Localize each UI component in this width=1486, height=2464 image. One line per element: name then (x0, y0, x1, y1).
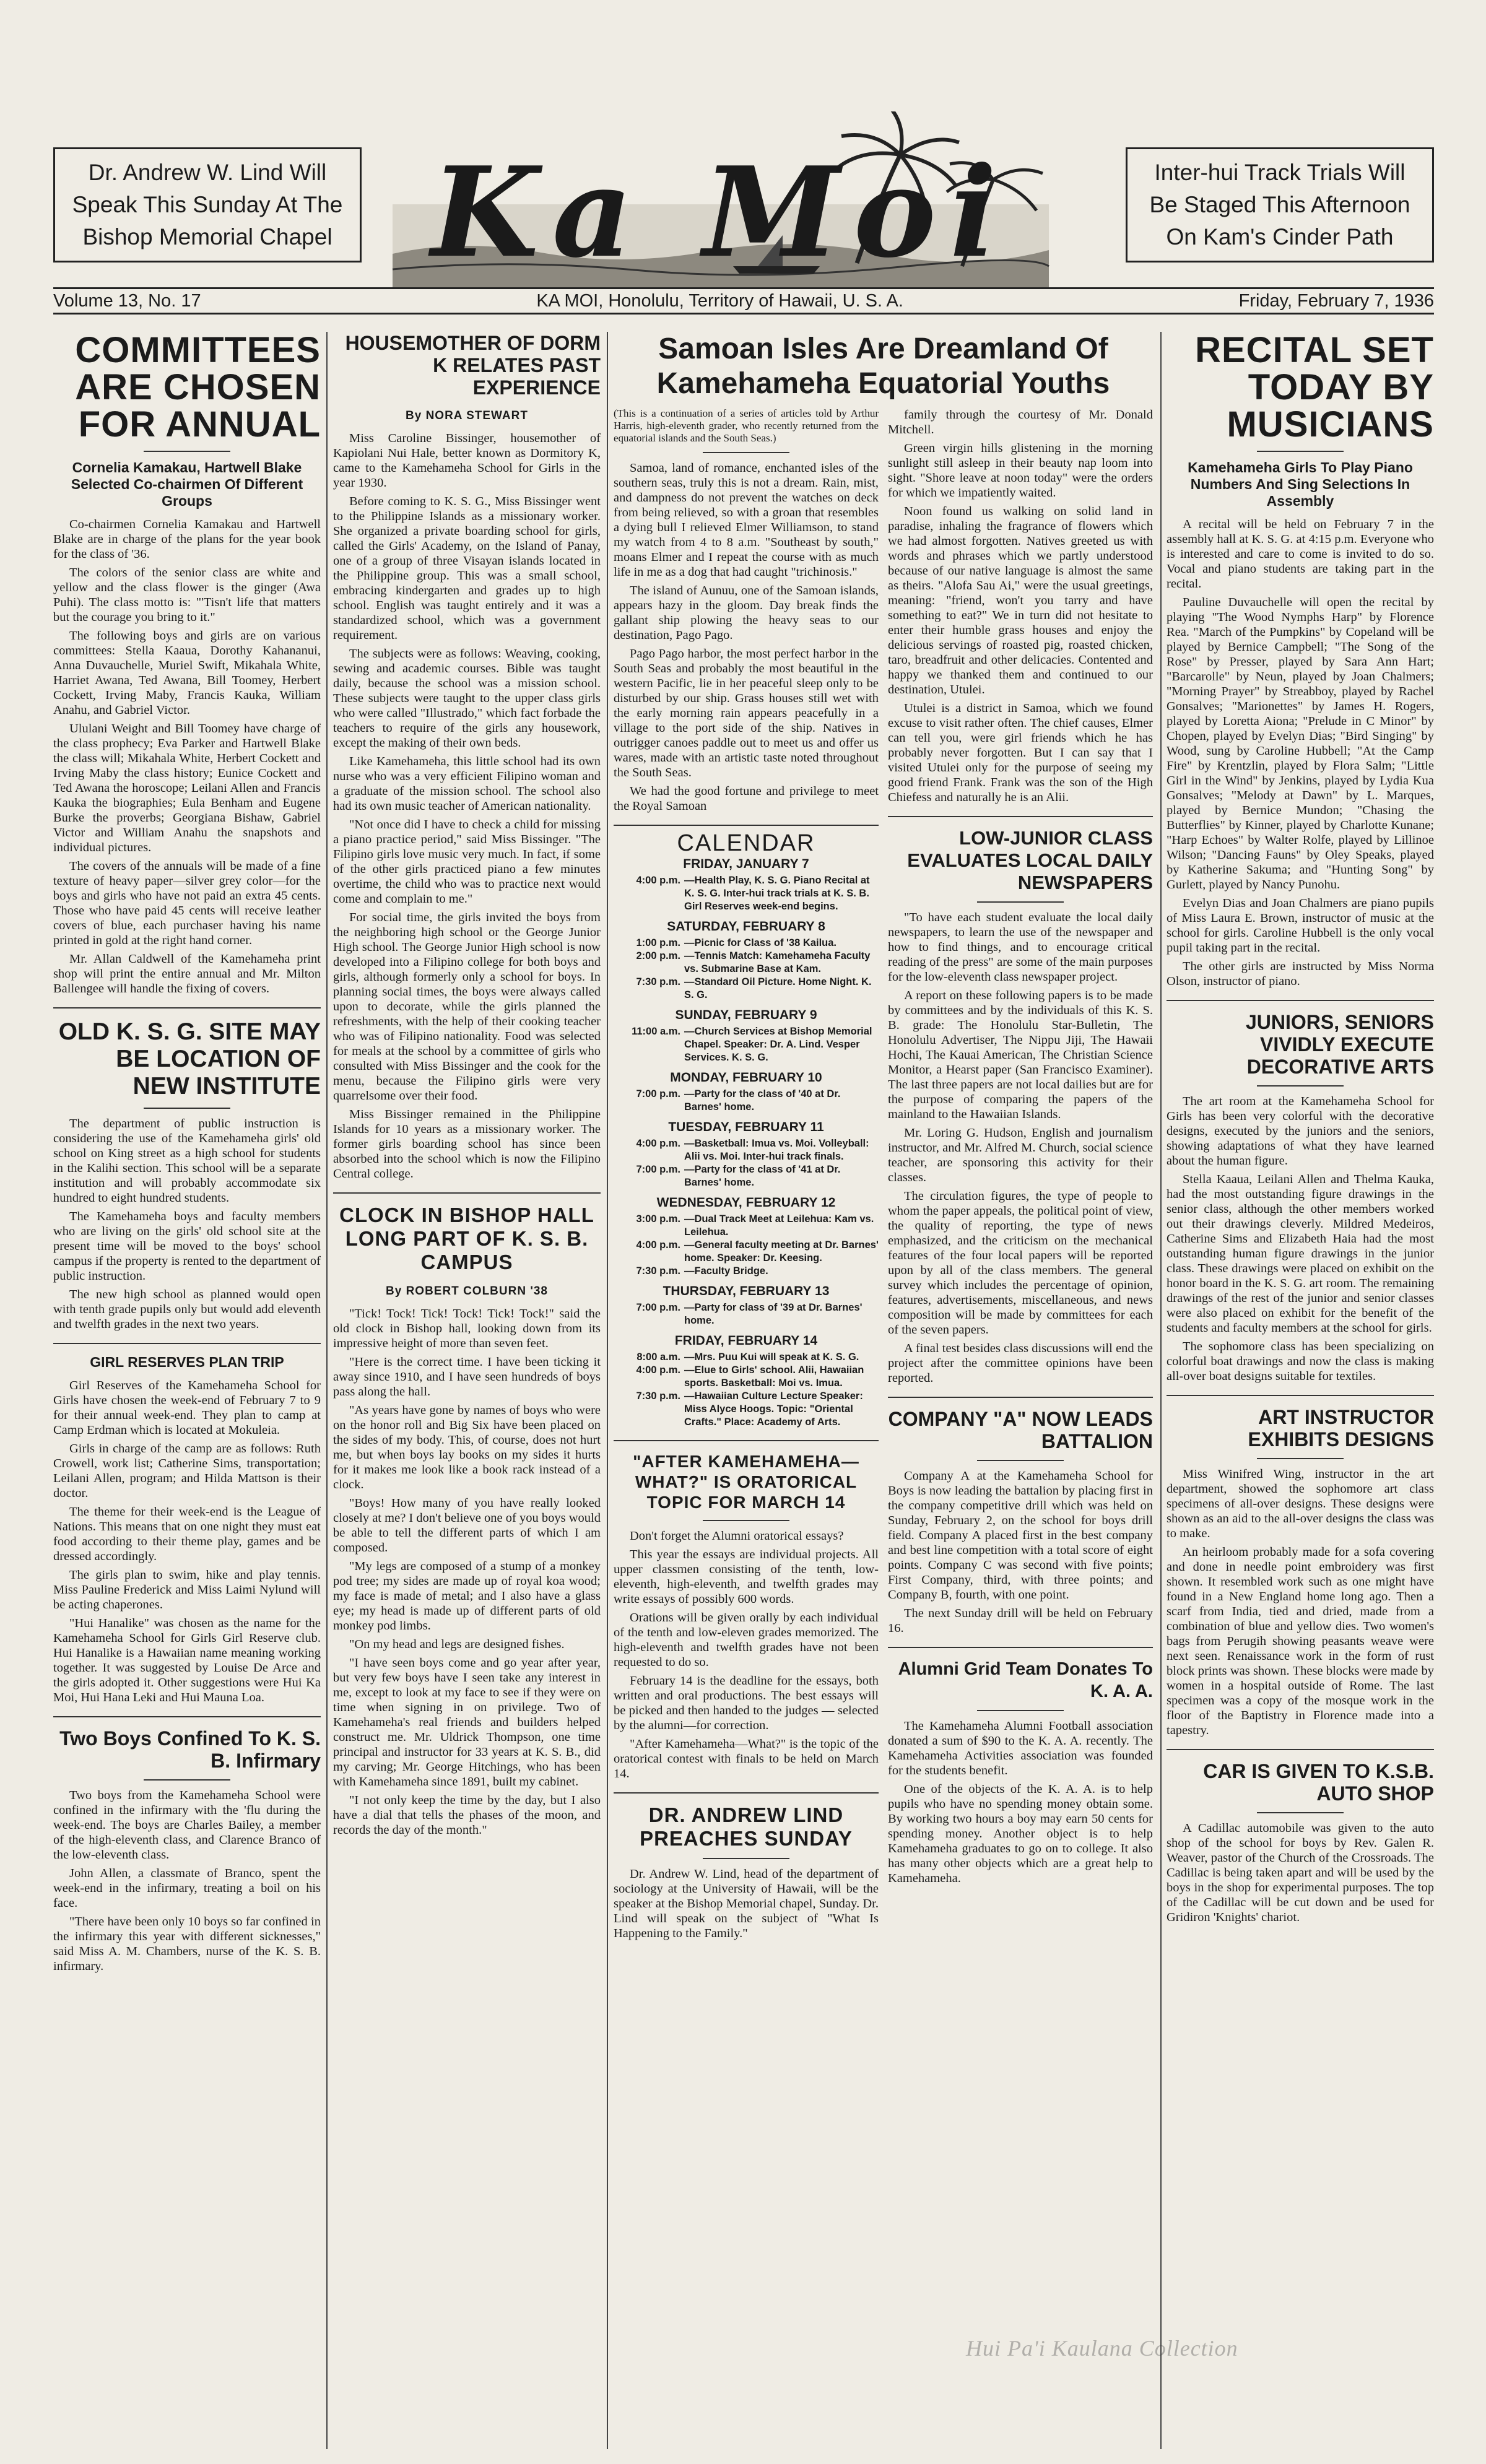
editor-note: (This is a continuation of a series of articles told by Arthur Harris, high-eleventh grader, who recently returned from the equatorial islands and the South Seas.) (614, 407, 879, 444)
byline: By ROBERT COLBURN '38 (386, 1285, 548, 1298)
paragraph: The Kamehameha Alumni Football association donated a sum of $90 to the K. A. A. recently. The Kamehameha Activities association was founded for the students benefit. (888, 1719, 1153, 1777)
article-body (888, 1468, 1153, 1636)
left-ear-box: Dr. Andrew W. Lind Will Speak This Sunday At The Bishop Memorial Chapel (53, 147, 362, 262)
paragraph: Don't forget the Alumni oratorical essays? (630, 1529, 844, 1543)
paragraph: The new high school as planned would open with tenth grade pupils only but would add eleventh and twelfth grades in the next two years. (53, 1288, 321, 1331)
divider (53, 1716, 321, 1717)
divider (703, 1520, 789, 1521)
paragraph: family through the courtesy of Mr. Donald Mitchell. (888, 408, 1153, 436)
event-time: 8:00 a.m. (637, 1351, 680, 1363)
paragraph: Mr. Allan Caldwell of the Kamehameha print shop will print the entire annual and Mr. Milton Ballengee will handle the fixing of covers. (53, 952, 321, 996)
paragraph: "Here is the correct time. I have been ticking it away since 1910, and I have seen hundreds of boys pass along the hall. (333, 1355, 601, 1399)
event-description: —Faculty Bridge. (684, 1265, 768, 1277)
article-headline: COMMITTEES ARE CHOSEN FOR ANNUAL (75, 330, 321, 445)
divider (1167, 1000, 1434, 1001)
divider (703, 452, 789, 453)
dateline (53, 287, 1434, 315)
calendar-event (614, 1137, 879, 1163)
calendar-day: TUESDAY, FEBRUARY 11 (668, 1120, 824, 1134)
article-headline: RECITAL SET TODAY BY MUSICIANS (1195, 330, 1434, 445)
divider (977, 1460, 1064, 1461)
article-headline: CAR IS GIVEN TO K.S.B. AUTO SHOP (1203, 1760, 1434, 1805)
event-time: 4:00 p.m. (636, 1138, 680, 1149)
paragraph: Noon found us walking on solid land in paradise, inhaling the fragrance of flowers which we had almost forgotten. Natives greeted us with words and phrases which we partly understood because of our native language is almost the same as theirs. "Alofa Sau Ai," were the usual greetings, meaning: "friend, won't you tarry and have something to eat?" We in turn did not hesitate to enter their humble grass houses and enjoy the delicious servings of roasted pig, roasted chicken, taro, breadfruit and other delicacies. Contented and happy we thanked them and continued to our destination, Utulei. (888, 505, 1153, 696)
event-time: 11:00 a.m. (632, 1026, 680, 1037)
article-headline: Alumni Grid Team Donates To K. A. A. (898, 1659, 1153, 1701)
paragraph: Dr. Andrew W. Lind, head of the department of sociology at the University of Hawaii, will be the speaker at the Bishop Memorial chapel, Sunday. Dr. Lind will speak on the subject of "What Is Happening to the Family." (614, 1867, 879, 1940)
event-time: 7:00 p.m. (636, 1302, 680, 1313)
paragraph: The colors of the senior class are white and yellow and the class flower is the ginger (Awa Puhi). The class motto is: "'Tisn't life that matters but the courage you bring to it." (53, 566, 321, 624)
event-time: 4:00 p.m. (636, 1364, 680, 1376)
event-description: —Hawaiian Culture Lecture Speaker: Miss Alyce Hoogs. Topic: "Oriental Crafts." Place: Academy of Arts. (684, 1390, 863, 1428)
divider (1257, 451, 1344, 452)
event-time: 7:00 p.m. (636, 1088, 680, 1100)
article-subhead: Kamehameha Girls To Play Piano Numbers And Sing Selections In Assembly (1188, 459, 1413, 509)
calendar-title: CALENDAR (677, 830, 815, 856)
calendar-list (614, 857, 879, 1429)
calendar-event (614, 1025, 879, 1064)
column-5 (1167, 332, 1434, 1928)
paragraph: Stella Kaaua, Leilani Allen and Thelma Kauka, had the most outstanding figure drawings in the senior class, although the other members worked out their drawings cleverly. Mildred Medeiros, Catherine Sims and Elizabeth Haia had the most outstanding human figure drawings in the junior class. These drawings were placed on exhibit on the honor board in the K. S. G. art room. The remaining drawings of the rest of the junior and senior classes were also placed on exhibit for the benefit of the students and faculty members at the school for girls. (1167, 1173, 1434, 1335)
calendar-event (614, 1213, 879, 1239)
paragraph: "As years have gone by names of boys who were on the honor roll and Big Six have been placed on the sides of my body. This, of course, does not hurt me, but when boys lay books on my sides it hurts for it makes me look like a book rack instead of a clock. (333, 1403, 601, 1491)
collection-watermark: Hui Pa'i Kaulana Collection (966, 2336, 1238, 2361)
event-time: 4:00 p.m. (636, 875, 680, 886)
paragraph: Before coming to K. S. G., Miss Bissinger went to the Philippine Islands as a missionary worker. She organized a private boarding school for girls, called the Girls' Academy, on the Island of Panay, one of a group of three Visayan islands located in the Philippine group. This was a small school, embracing kindergarten and grades up to high school. English was taught entirely and it was a standardized school, which was a government requirement. (333, 495, 601, 642)
column-2 (333, 332, 601, 1841)
paragraph: "Boys! How many of you have really looked closely at me? I don't believe one of you boys would be able to tell the different parts of which I am composed. (333, 1496, 601, 1555)
article-body (333, 431, 601, 1181)
paragraph: A report on these following papers is to be made by committees and by the individuals of this K. S. B. grade: The Honolulu Star-Bulletin, The Honolulu Advertiser, The Nippu Jiji, The Hawaii Hochi, The Kauai American, The Christian Science Monitor, a Hearst paper (San Francisco Examiner). The last three papers are not local dailies but are for the purpose of comparing the papers of the mainland to the Hawaiian Islands. (888, 989, 1153, 1121)
article-headline: Samoan Isles Are Dreamland Of Kamehameha Equatorial Youths (656, 332, 1110, 400)
calendar-event (614, 1163, 879, 1189)
article-headline: JUNIORS, SENIORS VIVIDLY EXECUTE DECORATIVE ARTS (1245, 1011, 1434, 1078)
paragraph: Orations will be given orally by each individual of the tenth and low-eleven grades memorized. The high-eleventh and twelfth grades have not been requested to do so. (614, 1611, 879, 1669)
article-body (614, 1867, 879, 1941)
article-headline: OLD K. S. G. SITE MAY BE LOCATION OF NEW INSTITUTE (58, 1018, 321, 1100)
article-headline: HOUSEMOTHER OF DORM K RELATES PAST EXPERIENCE (345, 332, 601, 399)
event-description: —Party for the class of '40 at Dr. Barnes' home. (684, 1088, 841, 1113)
paragraph: The circulation figures, the type of people to whom the paper appeals, the political point of view, the quality of reporting, the type of news emphasized, and the criticism on the mechanical features of the four local papers will be reported upon by all of the class members. The general survey which includes the percentage of opinion, features, advertisements, miscellaneous, and news composition will be made by committees for each of the seven papers. (888, 1189, 1153, 1337)
paragraph: John Allen, a classmate of Branco, spent the week-end in the infirmary, treating a boil on his face. (53, 1867, 321, 1910)
paragraph: One of the objects of the K. A. A. is to help pupils who have no spending money obtain some. By working two hours a boy may earn 50 cents for spending money. Another object is to help Kamehameha graduates to go on to college. It also has many other objects which are a great help to Kamehameha. (888, 1782, 1153, 1885)
calendar-event (614, 1351, 879, 1364)
paragraph: "I have seen boys come and go year after year, but very few boys have I seen take any interest in me, except to look at my face to see if they were on time when signing in on privilege. Two of Kamehameha's real friends and builders helped construct me. Mr. Uldrick Thompson, one time principal and instructor for 33 years at K. S. B., did my carving; Mr. George Hitchings, who has been with Kamehameha since 1891, built my cabinet. (333, 1656, 601, 1789)
paragraph: A recital will be held on February 7 in the assembly hall at K. S. G. at 4:15 p.m. Everyone who is interested and care to come is invited to do so. Vocal and piano students are taking part in the recital. (1167, 518, 1434, 591)
divider (614, 1440, 879, 1441)
article-headline: ART INSTRUCTOR EXHIBITS DESIGNS (1248, 1406, 1434, 1451)
paragraph: Utulei is a district in Samoa, which we found excuse to visit rather often. The chief causes, Elmer can tell you, were girl friends which he has probably never forgotten. But I can say that I visited Utulei only for the purpose of seeing my good friend Frank. Frank was the son of the High Chiefess and naturally he is an Alii. (888, 701, 1153, 804)
calendar-day: WEDNESDAY, FEBRUARY 12 (656, 1195, 836, 1210)
paragraph: The covers of the annuals will be made of a fine texture of heavy paper—silver grey color—for the boys and girls who have not paid an extra 45 cents. Those who have paid 45 cents will receive leather covers of blue, each purchaser having his name printed in gold at the right hand corner. (53, 859, 321, 947)
paragraph: The other girls are instructed by Miss Norma Olson, instructor of piano. (1167, 960, 1434, 988)
paragraph: Mr. Loring G. Hudson, English and journalism instructor, and Mr. Alfred M. Church, social science teacher, are sponsoring this activity for their classes. (888, 1126, 1153, 1184)
divider (333, 1192, 601, 1194)
paragraph: The island of Aunuu, one of the Samoan islands, appears hazy in the gloom. Day break finds the gallant ship plowing the heavy seas to our destination, Pago Pago. (614, 584, 879, 642)
divider (144, 451, 230, 452)
paragraph: The Kamehameha boys and faculty members who are living on the girls' old school site at the present time will be moved to the boys' school campus if the property is rented to the department of public instruction. (53, 1210, 321, 1283)
masthead (53, 111, 1434, 298)
paragraph: A final test besides class discussions will end the project after the committee opinions have been reported. (888, 1342, 1153, 1385)
paragraph: The girls plan to swim, hike and play tennis. Miss Pauline Frederick and Miss Laimi Nylund will be acting chaperones. (53, 1568, 321, 1612)
paragraph: This year the essays are individual projects. All upper classmen consisting of the tenth, low-eleventh, high-eleventh, and twelfth grades may write essays of possibly 600 words. (614, 1548, 879, 1606)
calendar-day: SUNDAY, FEBRUARY 9 (675, 1008, 817, 1022)
article-subhead: Cornelia Kamakau, Hartwell Blake Selected Co-chairmen Of Different Groups (71, 459, 303, 509)
article-headline: Two Boys Confined To K. S. B. Infirmary (59, 1727, 321, 1772)
divider (614, 825, 879, 826)
samoa-headline-block (614, 332, 1153, 401)
column-4 (888, 407, 1153, 1889)
paragraph: Samoa, land of romance, enchanted isles of the southern seas, truly this is not a dream. Rain, mist, and dampness do not prevent the watches on deck from being relieved, so with a groan that resembles a dying bull I relieved Elmer Williamson, to stand my watch from 4 to 8 a.m. "Southeast by south," moans Elmer and I repeat the course with as much life in me as a dog that had caught "trichinosis." (614, 461, 879, 579)
divider (144, 1779, 230, 1781)
paragraph: We had the good fortune and privilege to meet the Royal Samoan (614, 784, 879, 813)
paragraph: Miss Bissinger remained in the Philippine Islands for 10 years as a missionary worker. The former girls boarding school has since been absorbed into the school which is now the Filipino Central college. (333, 1108, 601, 1181)
paragraph: Green virgin hills glistening in the morning sunlight still asleep in their beauty nap loom into sight. "Shore leave at noon today" were the orders for which we impatiently waited. (888, 441, 1153, 500)
paragraph: "Hui Hanalike" was chosen as the name for the Kamehameha School for Girls Girl Reserve club. Hui Hanalike is a Hawaiian name meaning working together. It was suggested by Louise De Arce and the girls adopted it. Other suggestions were Hui Ka Moi, Hui Hana Leki and Hui Mauna Loa. (53, 1616, 321, 1704)
event-time: 1:00 p.m. (636, 937, 680, 948)
article-body (888, 1719, 1153, 1886)
event-description: —Party for class of '39 at Dr. Barnes' home. (684, 1302, 862, 1326)
article-body (1167, 1467, 1434, 1738)
paragraph: An heirloom probably made for a sofa covering and done in needle point embroidery was first shown. It resembled work such as one might have found in a New England home long ago. Then a scarf from India, tied and dried, made from a combination of blue and yellow dies. Two women's bags from Perugih showing peasants weave were next seen. Renaissance work in the form of rust block prints was shown. These blocks were made by women in a hospital outside of Rome. The last specimen was a copy of the mosque work in the floor of the Baptistry in Florence made into a tapestry. (1167, 1545, 1434, 1737)
column-1 (53, 332, 321, 1977)
paragraph: The subjects were as follows: Weaving, cooking, sewing and academic courses. Bible was taught daily, because the school was a mission school. These subjects were taught to the upper class girls who were called "Illustrado," which fact forbade the teachers to require of the girls any housework, except the making of their own beds. (333, 647, 601, 750)
article-headline: "AFTER KAMEHAMEHA— WHAT?" IS ORATORICAL TOPIC FOR MARCH 14 (633, 1452, 859, 1512)
event-time: 7:30 p.m. (636, 976, 680, 987)
paragraph: The next Sunday drill will be held on February 16. (888, 1607, 1153, 1635)
paragraph: "Not once did I have to check a child for missing a piano practice period," said Miss Bissinger. "The Filipino girls love music very much. In fact, if some of the other girls practiced piano a few minutes overtime, the child who was to practice next would come and complain to me." (333, 818, 601, 906)
event-time: 3:00 p.m. (636, 1213, 680, 1225)
publication-place: KA MOI, Honolulu, Territory of Hawaii, U. S. A. (536, 290, 903, 311)
article-body (614, 461, 879, 813)
calendar-day: THURSDAY, FEBRUARY 13 (663, 1284, 830, 1298)
article-body (1167, 1821, 1434, 1925)
divider (888, 1647, 1153, 1648)
paragraph: Girls in charge of the camp are as follows: Ruth Crowell, work list; Catherine Sims, transportation; Leilani Allen, program; and Hilda Mattson is their doctor. (53, 1442, 321, 1500)
divider (144, 1108, 230, 1109)
divider (1257, 1458, 1344, 1459)
column-3 (614, 407, 879, 1945)
calendar-day: FRIDAY, FEBRUARY 14 (674, 1334, 818, 1348)
article-body (53, 1788, 321, 1974)
event-description: —Picnic for Class of '38 Kailua. (684, 937, 837, 948)
article-body (53, 1378, 321, 1705)
paragraph: Pago Pago harbor, the most perfect harbor in the South Seas and probably the most beautiful in the western Pacific, lie in her peaceful sleep only to be disturbed by our ship. Grass houses still wet with the early morning rain appears peacefully in a village to the port side of the ship. Natives in outrigger canoes paddle out to meet us and offer us wares, made with an artistic taste noted throughout the South Seas. (614, 647, 879, 779)
event-description: —Basketball: Imua vs. Moi. Volleyball: Alii vs. Moi. Inter-hui track finals. (684, 1138, 869, 1162)
column-rule (326, 332, 328, 2449)
paragraph: Girl Reserves of the Kamehameha School for Girls have chosen the week-end of February 7 to 9 for their annual week-end. They plan to camp at Camp Erdman which is located at Mokuleia. (53, 1379, 321, 1437)
event-time: 4:00 p.m. (636, 1239, 680, 1251)
paragraph: The art room at the Kamehameha School for Girls has been very colorful with the decorative designs, executed by the juniors and the seniors, showing adaptations of what they have learned about the human figure. (1167, 1095, 1434, 1168)
event-description: —Tennis Match: Kamehameha Faculty vs. Submarine Base at Kam. (684, 950, 871, 974)
calendar-event (614, 1301, 879, 1327)
logo (386, 111, 1055, 296)
calendar-event (614, 1265, 879, 1278)
calendar-event (614, 874, 879, 913)
byline: By NORA STEWART (406, 409, 528, 422)
divider (1257, 1812, 1344, 1813)
divider (53, 1343, 321, 1344)
event-description: —Standard Oil Picture. Home Night. K. S. G. (684, 976, 872, 1000)
divider (703, 1858, 789, 1859)
right-ear-box: Inter-hui Track Trials Will Be Staged This Afternoon On Kam's Cinder Path (1126, 147, 1434, 262)
paragraph: February 14 is the deadline for the essays, both written and oral productions. The best essays will be picked and then handed to the judges — selected by the alumni—for correction. (614, 1674, 879, 1732)
calendar-event (614, 1239, 879, 1265)
paragraph: "After Kamehameha—What?" is the topic of the oratorical contest with finals to be held on March 14. (614, 1737, 879, 1781)
article-headline: DR. ANDREW LIND PREACHES SUNDAY (640, 1803, 853, 1850)
calendar-event (614, 937, 879, 950)
divider (888, 1397, 1153, 1398)
divider (1167, 1395, 1434, 1396)
event-description: —Health Play, K. S. G. Piano Recital at K. S. G. Inter-hui track trials at K. S. B. Girl Reserves week-end begins. (684, 875, 870, 912)
calendar-event (614, 1088, 879, 1114)
event-time: 7:30 p.m. (636, 1390, 680, 1402)
event-description: —Mrs. Puu Kui will speak at K. S. G. (684, 1351, 859, 1363)
article-body (614, 1529, 879, 1781)
paragraph: Miss Caroline Bissinger, housemother of Kapiolani Nui Hale, better known as Dormitory K, came to the Kamehameha School for Girls in the year 1930. (333, 432, 601, 490)
paragraph: "On my head and legs are designed fishes. (349, 1638, 565, 1651)
paragraph: The department of public instruction is considering the use of the Kamehameha girls' old school on King street as a high school for students in the Kalihi section. This school will be a separate institution and will probably accommodate six hundred to eight hundred students. (53, 1117, 321, 1205)
event-time: 2:00 p.m. (636, 950, 680, 961)
divider (888, 816, 1153, 817)
paragraph: Co-chairmen Cornelia Kamakau and Hartwell Blake are in charge of the plans for the year book for the class of '36. (53, 518, 321, 561)
issue-date: Friday, February 7, 1936 (1238, 290, 1434, 311)
divider (614, 1792, 879, 1794)
paragraph: "I not only keep the time by the day, but I also have a dial that tells the phases of the moon, and records the day of the month." (333, 1794, 601, 1837)
calendar-event (614, 976, 879, 1002)
calendar-day: MONDAY, FEBRUARY 10 (670, 1070, 822, 1085)
article-body (333, 1306, 601, 1837)
paragraph: A Cadillac automobile was given to the auto shop of the school for boys by Rev. Galen R. Weaver, pastor of the Church of the Crossroads. The Cadillac is being taken apart and will be used by the boys in the shop for experimental purposes. The top of the Cadillac will be cut down and be used for Gridiron 'Knights' chariot. (1167, 1821, 1434, 1924)
paragraph: "Tick! Tock! Tick! Tock! Tick! Tock!" said the old clock in Bishop hall, looking down from its impressive height of more than seven feet. (333, 1307, 601, 1350)
paragraph: Pauline Duvauchelle will open the recital by playing "The Wood Nymphs Harp" by Florence Rea. "March of the Pumpkins" by Copeland will be played by Bernice Campbell; "The Song of the Rose" by Presser, played by Sara Ann Hart; "Barcarolle" by Neun, played by Joan Chalmers; "Morning Prayer" by Streabboy, played by Rachel Gonsalves; "Marionettes" by James H. Rogers, played by Loretta Aiona; "Prelude in C Minor" by Chopen, played by Evelyn Dias; "Bird Singing" by Wood, sung by Caroline Hubbell; "At the Camp Fire" by Krentzlin, played by Flora Salm; "Little Girl in the Wind" by Jenkins, played by Lydia Kua Gonsalves; "Melody at Dawn" by L. Marques, played by Bernice Mundon; "Chasing the Butterflies" by Kinner, played by Charlotte Kunane; "Harp Echoes" by Walter Rolfe, played by Lillinoe Wilson; "Dancing Fauns" by Oley Speaks, played by Katherine Sakuma; and "Hunting Song" by Gurlett, played by Nancy Punohu. (1167, 596, 1434, 891)
paragraph: The theme for their week-end is the League of Nations. This means that on one night they must eat food according to their theme play, games and be dressed accordingly. (53, 1505, 321, 1563)
article-headline: CLOCK IN BISHOP HALL LONG PART OF K. S. B. CAMPUS (339, 1204, 594, 1273)
divider (1257, 1085, 1344, 1087)
paragraph: Two boys from the Kamehameha School were confined in the infirmary with the 'flu during the week-end. The boys are Charles Bailey, a member of the high-eleventh class, and Clarence Branco of the low-eleventh class. (53, 1789, 321, 1862)
article-headline: COMPANY "A" NOW LEADS BATTALION (888, 1408, 1153, 1452)
paragraph: "There have been only 10 boys so far confined in the infirmary this year with different sicknesses," said Miss A. M. Chambers, nurse of the K. S. B. infirmary. (53, 1915, 321, 1973)
paragraph: Company A at the Kamehameha School for Boys is now leading the battalion by placing first in the company competitive drill which was held on Sunday, February 2, on the school for boys drill field. Company A placed first in the best company and best line competition with a total score of eight points. Company C was second with five points; First Company, third, with three points; and Company B, fourth, with one point. (888, 1469, 1153, 1602)
calendar-event (614, 1364, 879, 1390)
calendar-day: FRIDAY, JANUARY 7 (683, 857, 809, 871)
masthead-title: Ka Moi (431, 140, 1010, 285)
paragraph: Ululani Weight and Bill Toomey have charge of the class prophecy; Eva Parker and Hartwell Blake the class will; Mikahala White, Herbert Cockett and Irving Maby the class history; Eunice Cockett and Ted Awana the horoscope; Leilani Allen and Francis Kauka the biographies; Eula Benham and Eugene Burke the proverbs; Georgiana Bishaw, Gabriel Victor and William Anahu the snapshots and individual pictures. (53, 722, 321, 854)
column-rule (607, 332, 608, 2449)
paragraph: "My legs are composed of a stump of a monkey pod tree; my sides are made up of royal koa wood; my face is made of metal; and I also have a glass eye; my head is made up of different parts of old monkey pod limbs. (333, 1560, 601, 1633)
newspaper-page (53, 98, 1434, 2457)
column-rule (1160, 332, 1162, 2449)
divider (977, 901, 1064, 903)
article-body (53, 1116, 321, 1332)
event-time: 7:30 p.m. (636, 1265, 680, 1277)
event-description: —Party for the class of '41 at Dr. Barnes' home. (684, 1164, 841, 1188)
event-time: 7:00 p.m. (636, 1164, 680, 1175)
article-body (1167, 517, 1434, 989)
divider (977, 1710, 1064, 1711)
calendar-event (614, 1390, 879, 1429)
volume-number: Volume 13, No. 17 (53, 290, 201, 311)
event-description: —Church Services at Bishop Memorial Chapel. Speaker: Dr. A. Lind. Vesper Services. K. S. G. (684, 1026, 872, 1063)
article-body (888, 910, 1153, 1386)
article-headline: GIRL RESERVES PLAN TRIP (90, 1354, 284, 1370)
paragraph: Evelyn Dias and Joan Chalmers are piano pupils of Miss Laura E. Brown, instructor of music at the school for girls. Caroline Hubbell is the only vocal pupil taking part in the recital. (1167, 896, 1434, 955)
event-description: —Elue to Girls' school. Alii, Hawaiian sports. Basketball: Moi vs. Imua. (684, 1364, 864, 1389)
article-body (1167, 1094, 1434, 1384)
paragraph: The following boys and girls are on various committees: Stella Kaaua, Dorothy Kahananui, Anna Duvauchelle, Muriel Swift, Mikahala White, Harriet Awana, Ted Awana, Bill Toomey, Herbert Cockett, Irving Maby, Francis Kauka, William Anahu, and Gabriel Victor. (53, 629, 321, 717)
divider (1167, 1749, 1434, 1750)
divider (53, 1007, 321, 1009)
article-body (53, 517, 321, 996)
event-description: —General faculty meeting at Dr. Barnes' home. Speaker: Dr. Keesing. (684, 1239, 879, 1264)
paragraph: The sophomore class has been specializing on colorful boat drawings and now the class is making all-over boat designs suitable for textiles. (1167, 1340, 1434, 1383)
calendar-day: SATURDAY, FEBRUARY 8 (667, 919, 825, 934)
paragraph: For social time, the girls invited the boys from the neighboring high school or the George Junior High school. The George Junior High school is now developed into a Filipino college for both boys and girls, although formerly only a school for boys. In planning social times, the boys were always called upon to decorate, while the girls planned the refreshments, with the help of their cooking teacher who was of Filipino nationality. Food was selected for meals at the school by a committee of girls who consulted with Miss Bissinger and the cook for the menu, because the Filipino girls were very quarrelsome over their food. (333, 911, 601, 1103)
article-body (888, 407, 1153, 805)
calendar-event (614, 950, 879, 976)
paragraph: "To have each student evaluate the local daily newspapers, to learn the use of the newspaper and how to find things, and to encourage critical reading of the press" are some of the main purposes for the low-eleventh class newspaper project. (888, 911, 1153, 984)
article-headline: LOW-JUNIOR CLASS EVALUATES LOCAL DAILY NEWSPAPERS (907, 827, 1153, 893)
event-description: —Dual Track Meet at Leilehua: Kam vs. Leilehua. (684, 1213, 874, 1238)
paragraph: Like Kamehameha, this little school had its own nurse who was a very efficient Filipino woman and a graduate of the mission school. The school also had its own music teacher of American nationality. (333, 755, 601, 813)
paragraph: Miss Winifred Wing, instructor in the art department, showed the sophomore art class specimens of all-over designs. These designs were shown as an aid to the all-over designs the class was to make. (1167, 1467, 1434, 1540)
